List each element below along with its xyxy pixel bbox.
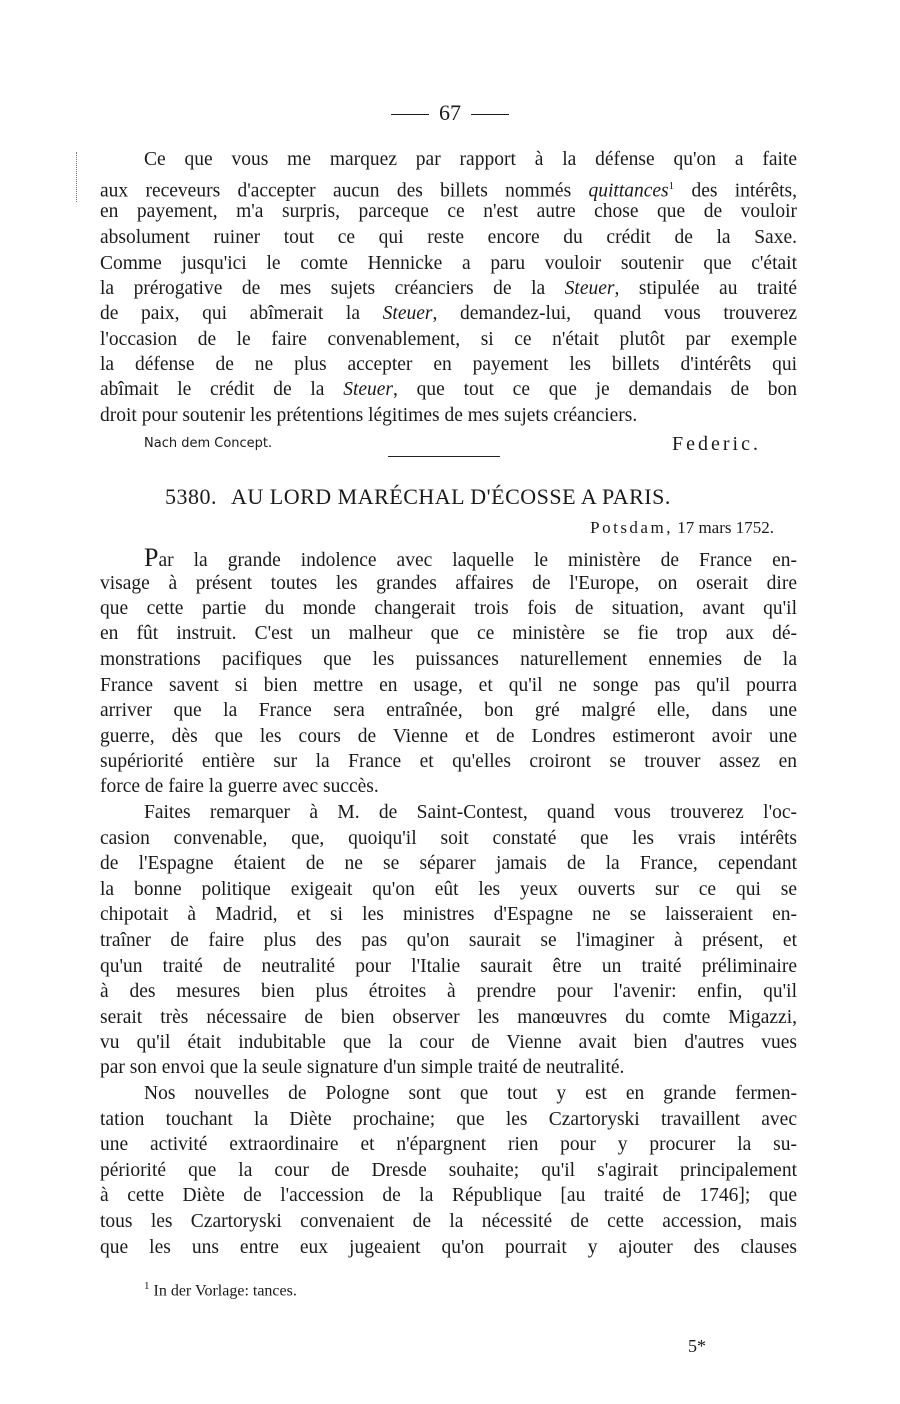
initial-letter: P <box>144 543 159 572</box>
text-line: traîner de faire plus des pas qu'on saurait se l'imaginer à présent, et <box>100 930 797 951</box>
text-line: Comme jusqu'ici le comte Hennicke a paru vouloir soutenir que c'était <box>100 253 797 274</box>
text-line: tous les Czartoryski convenaient de la nécessité de cette accession, mais <box>100 1211 797 1232</box>
text-line: visage à présent toutes les grandes affaires de l'Europe, on oserait dire <box>100 573 797 594</box>
text-line: à cette Diète de l'accession de la République [au traité de 1746]; que <box>100 1185 797 1206</box>
text-line: une activité extraordinaire et n'épargnent rien pour y procurer la su- <box>100 1134 797 1155</box>
running-header <box>0 100 900 126</box>
text-line: monstrations pacifiques que les puissances naturellement ennemies de la <box>100 649 797 670</box>
dateline <box>590 518 774 538</box>
text-line: la prérogative de mes sujets créanciers de la Steuer, stipulée au traité <box>100 278 798 299</box>
footnote-marker: 1 <box>668 180 675 192</box>
text-line: qu'un traité de neutralité pour l'Italie saurait être un traité préliminaire <box>100 956 797 977</box>
text-line: casion convenable, que, quoiqu'il soit constaté que les vrais intérêts <box>100 828 797 849</box>
text-line: par son envoi que la seule signature d'un simple traité de neutralité. <box>100 1057 625 1078</box>
text-line: que les uns entre eux jugeaient qu'on pourrait y ajouter des clauses <box>100 1237 797 1258</box>
text-line: supériorité entière sur la France et qu'elles croiront se trouver assez en <box>100 751 797 772</box>
text-line: Nos nouvelles de Pologne sont que tout y est en grande fermen- <box>144 1083 797 1104</box>
text-line: abîmait le crédit de la Steuer, que tout ce que je demandais de bon <box>100 379 798 400</box>
text-line: de l'Espagne étaient de ne se séparer jamais de la France, cependant <box>100 853 797 874</box>
text-line: que cette partie du monde changerait trois fois de situation, avant qu'il <box>100 598 797 619</box>
text-line: droit pour soutenir les prétentions légitimes de mes sujets créanciers. <box>100 405 638 426</box>
text-line: vu qu'il était indubitable que la cour de Vienne avait bien d'autres vues <box>100 1032 797 1053</box>
letter-heading <box>165 484 671 510</box>
text-line: arriver que la France sera entraînée, bon gré malgré elle, dans une <box>100 700 797 721</box>
section-separator <box>388 456 500 457</box>
footnote <box>144 1280 297 1300</box>
text-line: de paix, qui abîmerait la Steuer, demandez-lui, quand vous trouverez <box>100 303 797 324</box>
text-line: la défense de ne plus accepter en payement les billets d'intérêts qui <box>100 354 797 375</box>
page-number: 67 <box>439 100 461 125</box>
text-line: Ce que vous me marquez par rapport à la défense qu'on a faite <box>144 149 797 170</box>
source-note: Nach dem Concept. <box>144 436 273 451</box>
text-line: Par la grande indolence avec laquelle le ministère de France en- <box>144 543 797 572</box>
letter-title: AU LORD MARÉCHAL D'ÉCOSSE A PARIS. <box>231 484 671 509</box>
dateline-place: Potsdam, <box>590 518 673 537</box>
dateline-date: 17 mars 1752. <box>677 518 774 537</box>
text-line: France savent si bien mettre en usage, et qu'il ne songe pas qu'il pourra <box>100 675 797 696</box>
text-line: absolument ruiner tout ce qui reste encore du crédit de la Saxe. <box>100 227 797 248</box>
signature-mark: 5* <box>688 1336 706 1356</box>
signature: Federic. <box>672 433 761 455</box>
text-line: tation touchant la Diète prochaine; que les Czartoryski travaillent avec <box>100 1109 797 1130</box>
text-line: périorité que la cour de Dresde souhaite; qu'il s'agirait principalement <box>100 1160 797 1181</box>
text-line: à des mesures bien plus étroites à prendre pour l'avenir: enfin, qu'il <box>100 981 797 1002</box>
header-rule-left <box>391 114 429 115</box>
header-rule-right <box>471 114 509 115</box>
text-line: Faites remarquer à M. de Saint-Contest, quand vous trouverez l'oc- <box>144 802 797 823</box>
text-line: force de faire la guerre avec succès. <box>100 776 379 797</box>
text-line: chipotait à Madrid, et si les ministres d'Espagne ne se laisseraient en- <box>100 904 797 925</box>
text-line: l'occasion de le faire convenablement, si ce n'était plutôt par exemple <box>100 329 797 350</box>
text-line: en payement, m'a surpris, parceque ce n'est autre chose que de vouloir <box>100 201 797 222</box>
text-line: la bonne politique exigeait qu'on eût les yeux ouverts sur ce qui se <box>100 879 797 900</box>
text-line: guerre, dès que les cours de Vienne et de Londres estimeront avoir une <box>100 726 797 747</box>
text-line: aux receveurs d'accepter aucun des billets nommés quittances$^1$ des intérêts, <box>100 180 798 202</box>
text-line: serait très nécessaire de bien observer les manœuvres du comte Migazzi, <box>100 1007 797 1028</box>
footnote-text: In der Vorlage: tances. <box>153 1282 297 1300</box>
margin-mark <box>76 152 77 202</box>
footnote-number: 1 <box>144 1280 150 1292</box>
letter-number: 5380. <box>165 484 217 509</box>
text-line: en fût instruit. C'est un malheur que ce ministère se fie trop aux dé- <box>100 623 797 644</box>
